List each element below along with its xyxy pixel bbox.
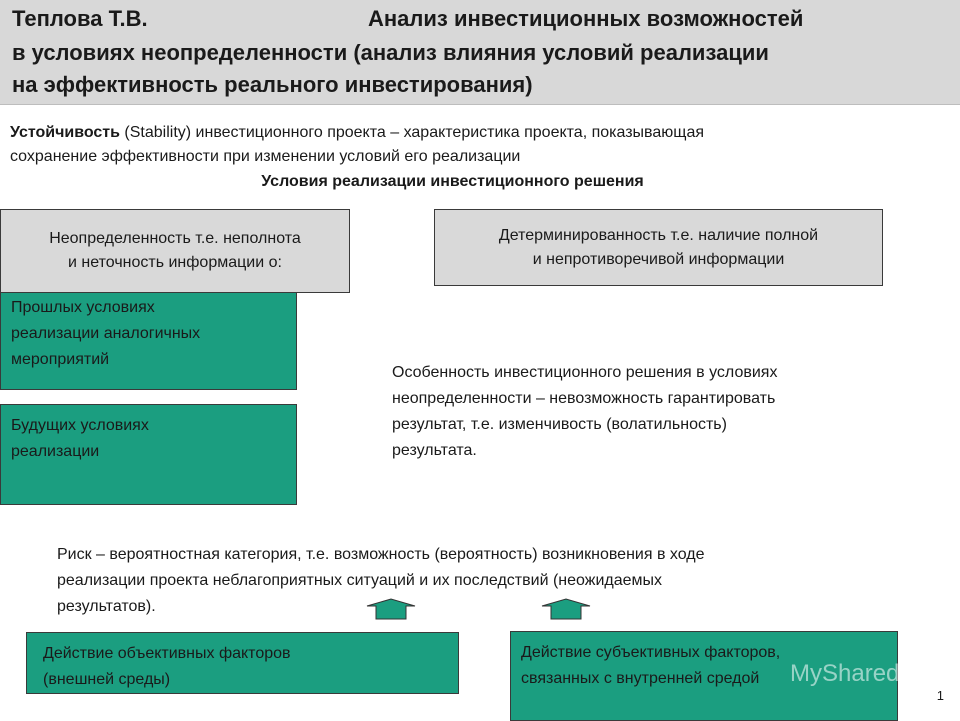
up-arrow-icon [541, 598, 591, 620]
risk-line-1: Риск – вероятностная категория, т.е. возможность (вероятность) возникновения в ходе [57, 546, 705, 563]
uncertainty-line-2: и неточность информации о: [68, 254, 282, 271]
risk-line-3: результатов). [57, 598, 156, 615]
definition-line-2: сохранение эффективности при изменении условий его реализации [10, 148, 521, 165]
watermark-logo: MyShared [790, 660, 900, 687]
subjective-line-2: связанных с внутренней средой [521, 670, 760, 687]
definition-term: Устойчивость [10, 124, 120, 141]
determinism-box [434, 209, 883, 286]
stability-definition [10, 121, 950, 169]
feature-line-2: неопределенности – невозможность гарантировать [392, 390, 776, 407]
risk-line-2: реализации проекта неблагоприятных ситуаций и их последствий (неожидаемых [57, 572, 663, 589]
feature-line-1: Особенность инвестиционного решения в условиях [392, 364, 778, 381]
subjective-line-1: Действие субъективных факторов, [521, 644, 781, 661]
up-arrow-icon [366, 598, 416, 620]
definition-line-1: (Stability) инвестиционного проекта – характеристика проекта, показывающая [119, 124, 704, 141]
author-name: Теплова Т.В. [12, 6, 148, 31]
header-band [0, 0, 960, 105]
feature-line-3: результат, т.е. изменчивость (волатильность) [392, 416, 727, 433]
page-number: 1 [936, 688, 944, 703]
determinism-line-1: Детерминированность т.е. наличие полной [498, 226, 819, 244]
past-line-2: реализации аналогичных [11, 325, 201, 342]
title-line-3: на эффективность реального инвестирования) [12, 72, 533, 97]
feature-line-4: результата. [392, 442, 477, 459]
objective-factors-box [26, 632, 459, 694]
section-subtitle: Условия реализации инвестиционного решения [261, 173, 644, 190]
past-conditions-box [0, 290, 297, 390]
risk-definition [57, 542, 937, 620]
title-line-1: Анализ инвестиционных возможностей [368, 6, 804, 31]
decision-feature-text [392, 360, 932, 464]
objective-line-1: Действие объективных факторов [43, 645, 291, 662]
future-line-1: Будущих условиях [11, 417, 149, 434]
future-conditions-box [0, 404, 297, 505]
future-line-2: реализации [11, 443, 100, 460]
past-line-3: мероприятий [11, 351, 110, 368]
objective-line-2: (внешней среды) [43, 671, 171, 688]
past-line-1: Прошлых условиях [11, 299, 155, 316]
uncertainty-line-1: Неопределенность т.е. неполнота [49, 230, 301, 247]
determinism-line-2: и непротиворечивой информации [532, 250, 785, 268]
uncertainty-box [0, 209, 350, 293]
title-line-2: в условиях неопределенности (анализ влияния условий реализации [12, 40, 769, 65]
